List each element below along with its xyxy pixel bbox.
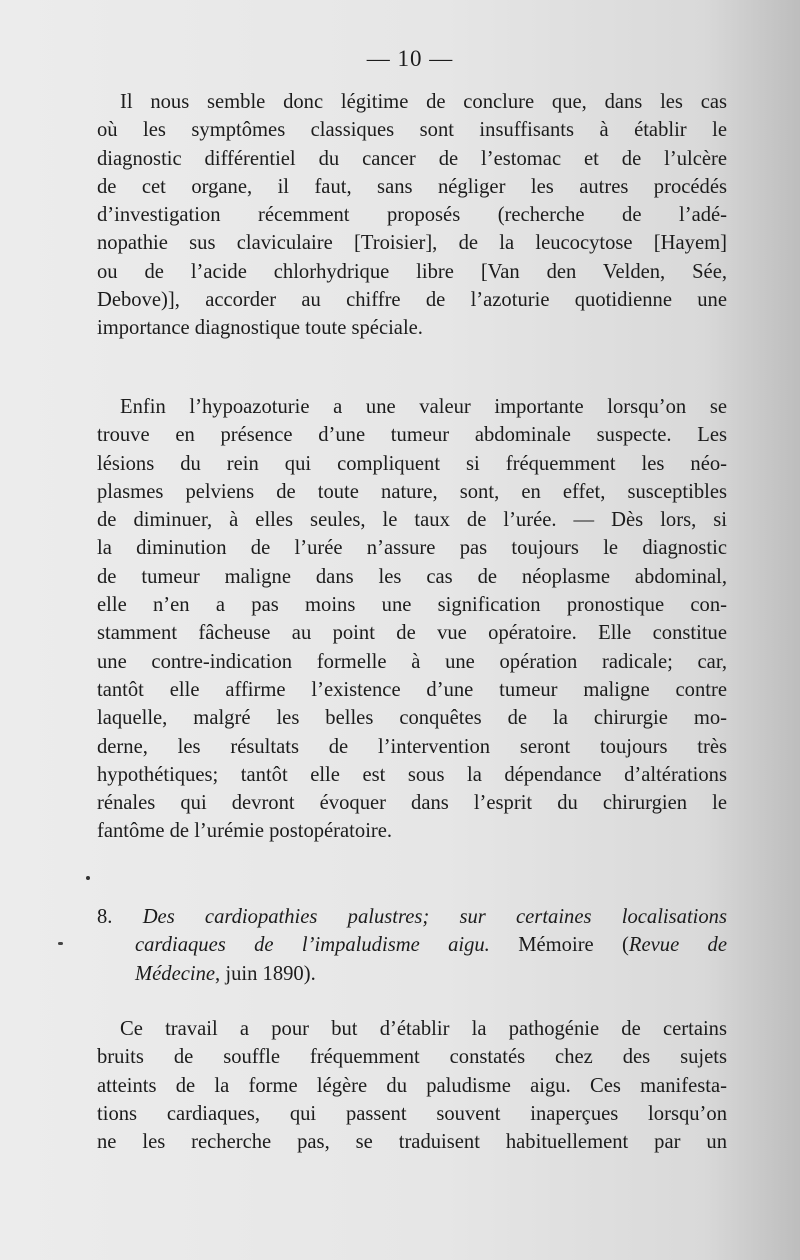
text-line: la diminution de l’urée n’assure pas toujours le diagnostic [97,537,727,560]
text-line: Il nous semble donc légitime de conclure que, dans les cas [120,91,727,113]
text-line: ou de l’acide chlorhydrique libre [Van den Velden, Sée, [97,260,727,283]
text-line: Enfin l’hypoazoturie a une valeur importante lorsqu’on se [120,396,727,418]
text-line: de diminuer, à elles seules, le taux de l’urée. — Dès lors, si [97,509,727,532]
text-line: hypothétiques; tantôt elle est sous la dépendance d’altérations [97,763,727,786]
item-date: , juin 1890). [215,962,316,985]
ink-speck [86,876,90,880]
ink-mark [58,942,63,945]
text-line: trouve en présence d’une tumeur abdominale suspecte. Les [97,424,727,447]
item-memoire: Mémoire ( [518,934,629,957]
page-number: — 10 — [366,46,454,71]
item-journal: Revue de [628,934,727,957]
text-line: de tumeur maligne dans les cas de néoplasme abdominal, [97,565,727,588]
text-line: bruits de souffle fréquemment constatés chez des sujets [97,1046,727,1069]
text-line: derne, les résultats de l’intervention seront toujours très [97,735,727,758]
text-line: nopathie sus claviculaire [Troisier], de la leucocytose [Hayem] [97,232,727,255]
paragraph-hypoazoturie [97,393,727,846]
item-number: 8. [97,906,113,928]
text-line: stamment fâcheuse au point de vue opératoire. Elle constitue [97,622,727,645]
text-line: tantôt elle affirme l’existence d’une tumeur maligne contre [97,678,727,701]
bibliography-item [97,903,727,988]
text-line: d’investigation récemment proposés (recherche de l’adé- [97,204,727,227]
text-line: ne les recherche pas, se traduisent habituellement par un [97,1131,727,1154]
text-line: importance diagnostique toute spéciale. [97,317,423,340]
text-line: laquelle, malgré les belles conquêtes de la chirurgie mo- [97,707,727,730]
item-title-line [97,960,727,988]
text-line: diagnostic différentiel du cancer de l’estomac et de l’ulcère [97,147,727,170]
paragraph-travail [97,1015,727,1156]
paragraph-conclusion [97,88,727,343]
text-line: tions cardiaques, qui passent souvent inaperçues lorsqu’on [97,1102,727,1125]
text-line: plasmes pelviens de toute nature, sont, en effet, susceptibles [97,480,727,503]
text-line: où les symptômes classiques sont insuffisants à établir le [97,119,727,142]
item-title: Des cardiopathies palustres; sur certaines localisations [142,906,727,928]
item-title-line [97,903,727,931]
item-title-line [97,931,727,959]
text-line: une contre-indication formelle à une opération radicale; car, [97,650,727,673]
text-line: rénales qui devront évoquer dans l’esprit du chirurgien le [97,792,727,815]
text-line: fantôme de l’urémie postopératoire. [97,820,393,843]
text-line: lésions du rein qui compliquent si fréquemment les néo- [97,452,727,475]
text-line: de cet organe, il faut, sans négliger les autres procédés [97,175,727,198]
text-line: Ce travail a pour but d’établir la pathogénie de certains [120,1018,727,1040]
item-journal-continued: Médecine [135,962,216,985]
text-line: Debove)], accorder au chiffre de l’azoturie quotidienne une [97,289,727,312]
text-line: atteints de la forme légère du paludisme aigu. Ces manifesta- [97,1074,727,1097]
item-title-continued: cardiaques de l’impaludisme aigu. [135,934,490,957]
text-line: elle n’en a pas moins une signification pronostique con- [97,594,727,617]
